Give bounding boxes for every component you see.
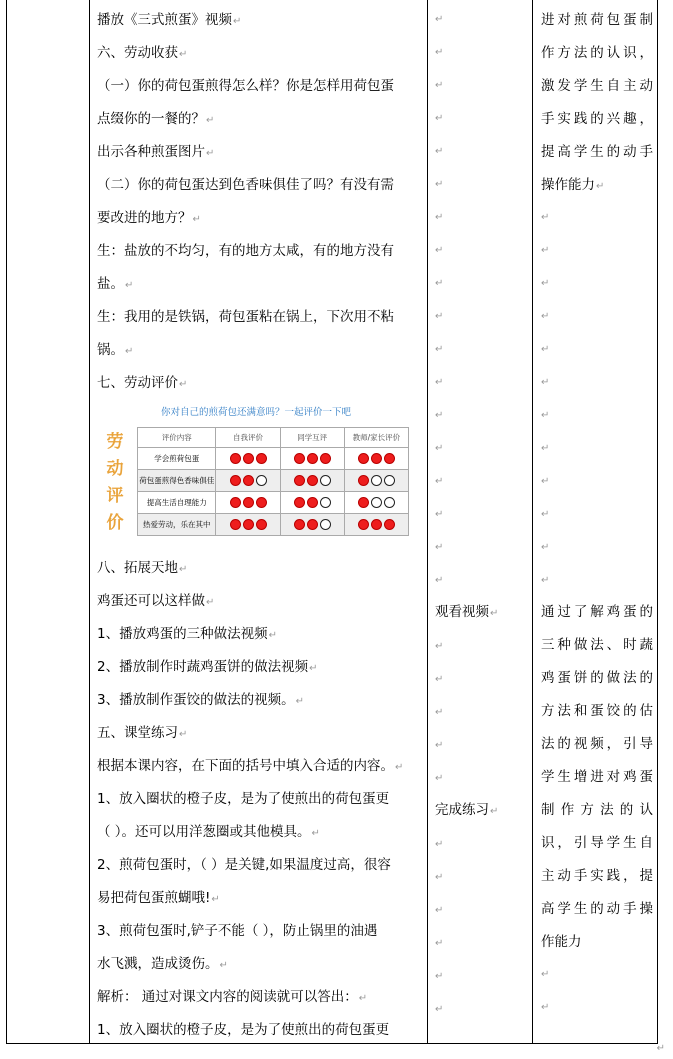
content-line: 2、播放制作时蔬鸡蛋饼的做法视频↵: [97, 659, 318, 675]
rating-dot-filled: [243, 475, 254, 486]
rating-dot-filled: [371, 519, 382, 530]
intent-line: 高学生的动手操: [541, 901, 653, 917]
paragraph-mark: ↵: [541, 1002, 550, 1013]
rating-dot-filled: [256, 519, 267, 530]
rating-dot-filled: [320, 453, 331, 464]
rating-dot-filled: [371, 453, 382, 464]
rating-cell: [216, 448, 280, 470]
evaluation-row: [138, 492, 409, 514]
content-line: 出示各种煎蛋图片↵: [97, 144, 215, 160]
paragraph-mark: ↵: [435, 146, 444, 157]
content-line: 播放《三式煎蛋》视频↵: [97, 12, 242, 28]
paragraph-mark: ↵: [435, 707, 444, 718]
paragraph-mark: ↵: [541, 575, 550, 586]
rating-dot-empty: [384, 497, 395, 508]
rating-dot-filled: [307, 475, 318, 486]
paragraph-mark: ↵: [541, 377, 550, 388]
content-line: 1、放入圈状的橙子皮，是为了使煎出的荷包蛋更: [97, 791, 390, 807]
paragraph-mark: ↵: [435, 245, 444, 256]
watch-video-label: 观看视频↵: [435, 604, 499, 620]
section-heading-practice: 五、课堂练习↵: [97, 725, 188, 741]
header-cell: 评价内容: [138, 428, 216, 448]
paragraph-mark: ↵: [435, 1004, 444, 1015]
paragraph-mark: ↵: [435, 641, 444, 652]
content-line: 鸡蛋还可以这样做↵: [97, 593, 215, 609]
rating-dot-filled: [256, 453, 267, 464]
evaluation-item: 提高生活自理能力: [138, 492, 216, 514]
rating-dot-filled: [243, 453, 254, 464]
rating-cell: [216, 492, 280, 514]
evaluation-item: 荷包蛋煎得色香味俱佳: [138, 470, 216, 492]
table-border-bottom: [6, 1043, 658, 1044]
rating-cell: [280, 514, 344, 536]
paragraph-mark: ↵: [435, 47, 444, 58]
intent-line: 作方法的认识，: [541, 45, 653, 61]
intent-line: 通过了解鸡蛋的: [541, 604, 653, 620]
content-line: （一）你的荷包蛋煎得怎么样？你是怎样用荷包蛋: [97, 78, 394, 94]
paragraph-mark: ↵: [435, 80, 444, 91]
section-heading-harvest: 六、劳动收获↵: [97, 45, 188, 61]
paragraph-mark: ↵: [435, 905, 444, 916]
rating-dot-filled: [243, 497, 254, 508]
evaluation-item: 热爱劳动，乐在其中: [138, 514, 216, 536]
paragraph-mark: ↵: [541, 245, 550, 256]
rating-dot-empty: [371, 475, 382, 486]
content-line: 解析： 通过对课文内容的阅读就可以答出：↵: [97, 989, 368, 1005]
intent-line: 操作能力↵: [541, 177, 605, 193]
column-divider-2: [427, 0, 428, 1043]
rating-dot-filled: [230, 453, 241, 464]
paragraph-mark: ↵: [435, 971, 444, 982]
paragraph-mark: ↵: [541, 278, 550, 289]
rating-dot-filled: [307, 497, 318, 508]
rating-dot-filled: [294, 475, 305, 486]
table-border-left: [6, 0, 7, 1043]
paragraph-mark: ↵: [541, 476, 550, 487]
rating-dot-empty: [320, 519, 331, 530]
rating-dot-filled: [294, 453, 305, 464]
rating-cell: [344, 492, 408, 514]
rating-dot-filled: [384, 453, 395, 464]
intent-line: 激发学生自主动: [541, 78, 653, 94]
paragraph-mark: ↵: [435, 179, 444, 190]
content-line: 3、煎荷包蛋时,铲子不能（ ），防止锅里的油遇: [97, 923, 378, 939]
paragraph-mark: ↵: [541, 311, 550, 322]
paragraph-mark: ↵: [435, 509, 444, 520]
rating-dot-empty: [256, 475, 267, 486]
content-line: 锅。↵: [97, 342, 134, 358]
intent-line: 识，引导学生自: [541, 835, 653, 851]
paragraph-mark: ↵: [435, 443, 444, 454]
evaluation-grid: [137, 427, 409, 536]
content-line: 3、播放制作蛋饺的做法的视频。↵: [97, 692, 304, 708]
rating-cell: [344, 514, 408, 536]
paragraph-mark: ↵: [435, 410, 444, 421]
paragraph-mark: ↵: [541, 443, 550, 454]
paragraph-mark: ↵: [435, 344, 444, 355]
paragraph-mark: ↵: [435, 938, 444, 949]
intent-line: 方法和蛋饺的估: [541, 703, 653, 719]
rating-dot-filled: [230, 519, 241, 530]
do-exercise-label: 完成练习↵: [435, 802, 499, 818]
paragraph-mark: ↵: [541, 542, 550, 553]
rating-cell: [280, 492, 344, 514]
paragraph-mark: ↵: [435, 872, 444, 883]
rating-dot-empty: [371, 497, 382, 508]
content-line: 1、播放鸡蛋的三种做法视频↵: [97, 626, 277, 642]
content-line: 生：盐放的不均匀，有的地方太咸，有的地方没有: [97, 243, 394, 259]
evaluation-row: [138, 448, 409, 470]
table-border-right: [657, 0, 658, 1043]
content-line: 点缀你的一餐的？↵: [97, 111, 215, 127]
header-cell: 同学互评: [280, 428, 344, 448]
rating-dot-filled: [243, 519, 254, 530]
paragraph-mark: ↵: [541, 509, 550, 520]
header-cell: 自我评价: [216, 428, 280, 448]
paragraph-mark: ↵: [435, 542, 444, 553]
paragraph-mark: ↵: [435, 740, 444, 751]
rating-cell: [344, 470, 408, 492]
content-line: 水飞溅，造成烫伤。↵: [97, 956, 228, 972]
rating-dot-filled: [307, 453, 318, 464]
rating-dot-empty: [320, 475, 331, 486]
paragraph-mark: ↵: [435, 773, 444, 784]
rating-dot-filled: [384, 519, 395, 530]
rating-dot-filled: [256, 497, 267, 508]
rating-cell: [216, 514, 280, 536]
paragraph-mark: ↵: [435, 476, 444, 487]
intent-line: 提高学生的动手: [541, 144, 653, 160]
content-line: 生：我用的是铁锅，荷包蛋粘在锅上，下次用不粘: [97, 309, 394, 325]
rating-dot-filled: [358, 453, 369, 464]
rating-dot-filled: [294, 519, 305, 530]
paragraph-mark: ↵: [541, 969, 550, 980]
rating-dot-empty: [384, 475, 395, 486]
intent-line: 三种做法、时蔬: [541, 637, 653, 653]
content-line: 1、放入圈状的橙子皮，是为了使煎出的荷包蛋更: [97, 1022, 390, 1038]
content-line: （ ）。还可以用洋葱圈或其他模具。↵: [97, 824, 320, 840]
intent-line: 手实践的兴趣，: [541, 111, 653, 127]
header-cell: 教师/家长评价: [344, 428, 408, 448]
paragraph-mark: ↵: [541, 344, 550, 355]
evaluation-item: 学会煎荷包蛋: [138, 448, 216, 470]
content-line: 根据本课内容，在下面的括号中填入合适的内容。↵: [97, 758, 404, 774]
evaluation-table-image: [97, 403, 415, 551]
intent-line: 法的视频，引导: [541, 736, 653, 752]
evaluation-side-label: 劳 动 评 价: [106, 432, 124, 533]
rating-dot-filled: [230, 497, 241, 508]
content-line: 2、煎荷包蛋时，（ ）是关键,如果温度过高，很容: [97, 857, 391, 873]
rating-cell: [344, 448, 408, 470]
evaluation-row: [138, 470, 409, 492]
rating-dot-filled: [307, 519, 318, 530]
evaluation-row: [138, 514, 409, 536]
rating-dot-filled: [358, 519, 369, 530]
paragraph-mark: ↵: [435, 377, 444, 388]
rating-cell: [216, 470, 280, 492]
paragraph-mark: ↵: [435, 14, 444, 25]
paragraph-mark: ↵: [435, 212, 444, 223]
paragraph-mark: ↵: [435, 311, 444, 322]
evaluation-title: 你对自己的煎荷包还满意吗？一起评价一下吧: [160, 407, 351, 418]
column-divider-3: [532, 0, 533, 1043]
rating-cell: [280, 448, 344, 470]
content-line: 盐。↵: [97, 276, 134, 292]
rating-dot-filled: [358, 475, 369, 486]
paragraph-mark: ↵: [541, 410, 550, 421]
intent-line: 主动手实践，提: [541, 868, 653, 884]
paragraph-mark: ↵: [541, 212, 550, 223]
content-line: （二）你的荷包蛋达到色香味俱佳了吗？有没有需: [97, 177, 394, 193]
paragraph-mark: ↵: [435, 278, 444, 289]
content-line: 易把荷包蛋煎蝴哦!↵: [97, 890, 220, 906]
paragraph-mark: ↵: [435, 575, 444, 586]
section-heading-extension: 八、拓展天地↵: [97, 560, 188, 576]
rating-dot-empty: [320, 497, 331, 508]
intent-line: 作能力: [541, 934, 582, 950]
section-heading-evaluation: 七、劳动评价↵: [97, 375, 188, 391]
column-divider-1: [89, 0, 90, 1043]
end-cell-mark: ↵: [656, 1043, 665, 1054]
rating-dot-filled: [294, 497, 305, 508]
paragraph-mark: ↵: [435, 113, 444, 124]
intent-line: 进对煎荷包蛋制: [541, 12, 653, 28]
rating-cell: [280, 470, 344, 492]
intent-line: 学生增进对鸡蛋: [541, 769, 653, 785]
intent-line: 制作方法的认: [541, 802, 653, 818]
intent-line: 鸡蛋饼的做法的: [541, 670, 653, 686]
content-line: 要改进的地方？↵: [97, 210, 201, 226]
paragraph-mark: ↵: [435, 674, 444, 685]
rating-dot-filled: [230, 475, 241, 486]
rating-dot-filled: [358, 497, 369, 508]
paragraph-mark: ↵: [435, 839, 444, 850]
evaluation-header-row: [138, 428, 409, 448]
